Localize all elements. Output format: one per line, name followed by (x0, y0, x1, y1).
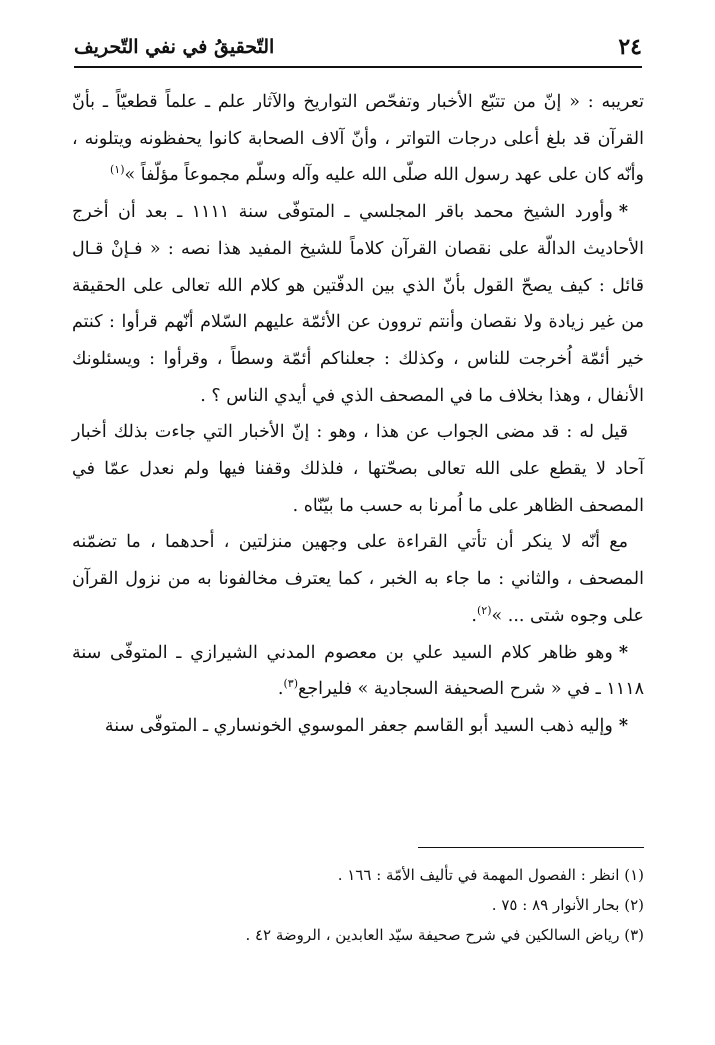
footnote-1: (١) انظر : الفصول المهمة في تأليف الأمّة : ١٦٦ . (337, 866, 644, 884)
paragraph-2 (72, 194, 644, 414)
paragraph-3 (72, 414, 644, 524)
paragraph-6-text: وإليه ذهب السيد أبو القاسم جعفر الموسوي الخونساري ـ المتوفّى سنة (104, 715, 613, 736)
footnote-ref-2[interactable]: (٢) (477, 604, 492, 618)
paragraph-4-text: مع أنّه لا ينكر أن تأتي القراءة على وجهين منزلتين ، أحدهما ، ما تضمّنه المصحف ، والثاني : ما جاء به الخبر ، كما يعترف مخالفونا به من نزول القرآن على وجوه شتى ... » (72, 532, 644, 626)
main-text (72, 84, 644, 745)
paragraph-6 (72, 708, 644, 745)
footnote-2: (٢) بحار الأنوار ٨٩ : ٧٥ . (491, 896, 644, 914)
running-header (74, 32, 642, 62)
paragraph-3-text: قيل له : قد مضى الجواب عن هذا ، وهو : إنّ الأخبار التي جاءت بذلك أخبار آحاد لا يقطع على الله تعالى بصحّتها ، فلذلك وقفنا فيها ولم نعدل عمّا في المصحف الظاهر على ما اُمرنا به حسب ما بيّنّاه . (72, 422, 644, 516)
bullet-star-icon: * (618, 202, 628, 223)
book-title: التّحقيقُ في نفي التّحريف (74, 36, 275, 58)
paragraph-5-end: . (277, 679, 284, 700)
paragraph-1 (72, 84, 644, 194)
paragraph-1-text: تعريبه : « إنّ من تتبّع الأخبار وتفحّص التواريخ والآثار علم ـ علماً قطعيّاً ـ بأنّ القرآن قد بلغ أعلى درجات التواتر ، وأنّ آلاف الصحابة كانوا يحفظونه ويتلونه ، وأنّه كان على عهد رسول الله صلّى الله عليه وآله وسلّم مجموعاً مؤلّفاً » (72, 92, 644, 186)
paragraph-2-text: وأورد الشيخ محمد باقر المجلسي ـ المتوفّى سنة ١١١١ ـ بعد أن أخرج الأحاديث الدالّة على نقصان القرآن كلاماً للشيخ المفيد هذا نصه : « فـإنْ قـال قائل : كيف يصحّ القول بأنّ الذي بين الدفّتين هو كلام الله تعالى على الحقيقة من غير زيادة ولا نقصان وأنتم تروون عن الأئمّة عليهم السّلام أنّهم قرأوا : كنتم خير أئمّة اُخرجت للناس ، وكذلك : جعلناكم أئمّة وسطاً ، وقرأوا : ويسئلونك الأنفال ، وهذا بخلاف ما في المصحف الذي في أيدي الناس ؟ . (72, 202, 644, 406)
paragraph-4 (72, 524, 644, 634)
bullet-star-icon: * (618, 715, 628, 736)
footnote-3: (٣) رياض السالكين في شرح صحيفة سيّد العابدين ، الروضة ٤٢ . (245, 926, 644, 944)
page-number: ٢٤ (618, 34, 642, 60)
paragraph-5 (72, 635, 644, 708)
header-rule (74, 66, 642, 68)
footnote-ref-1[interactable]: (١) (110, 163, 125, 177)
bullet-star-icon: * (618, 642, 628, 663)
paragraph-5-text: وهو ظاهر كلام السيد علي بن معصوم المدني الشيرازي ـ المتوفّى سنة ١١١٨ ـ في « شرح الصحيفة السجادية » فليراجع (72, 642, 644, 700)
footnotes (200, 860, 644, 950)
paragraph-4-end: . (471, 605, 477, 626)
footnote-rule (418, 847, 644, 848)
footnote-ref-3[interactable]: (٣) (283, 677, 299, 691)
